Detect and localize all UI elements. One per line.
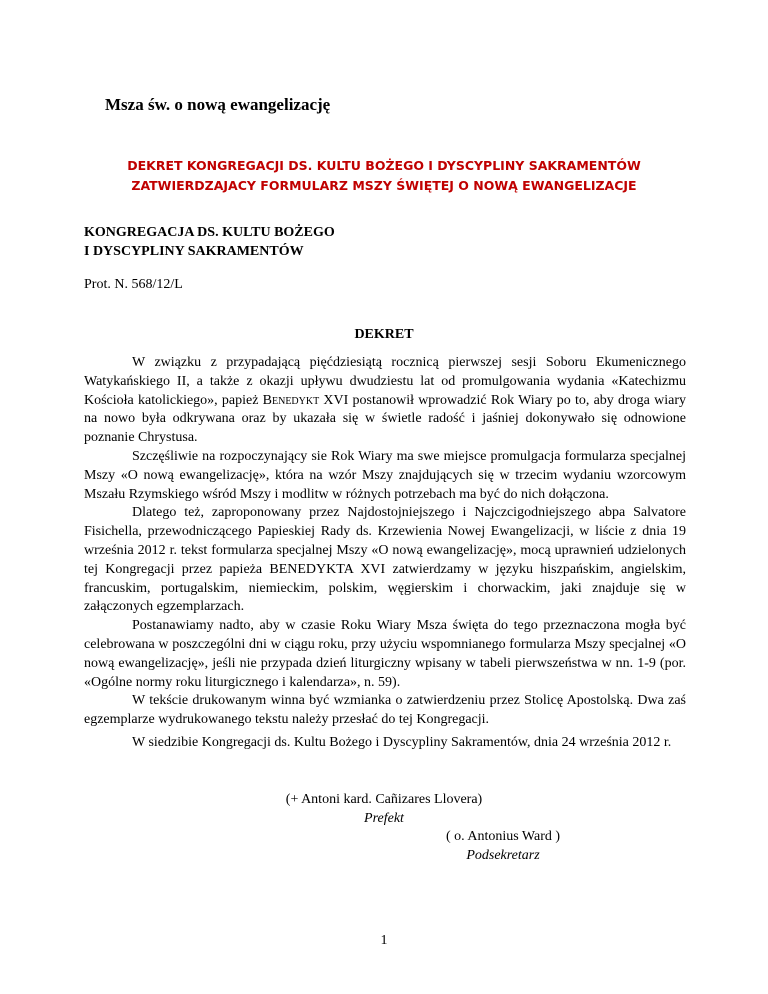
paragraph-4: Postanawiamy nadto, aby w czasie Roku Wiary Msza święta do tego przeznaczona mogła być celebrowana w poszczególni dni w ciągu roku, przy użyciu wspomnianego formularza Mszy specjalnej «O nową ewangelizację», jeśli nie przypada dzień liturgiczny wpisany w tabeli pierwszeństwa w nn. 1-9 (por. «Ogólne normy roku liturgicznego i kalendarza», n. 59). [84,618,686,690]
page-number: 1 [380,933,388,948]
signatory-role: Prefekt [364,811,404,826]
red-heading-line-1: DEKRET KONGREGACJI DS. KULTU BOŻEGO I DYSCYPLINY SAKRAMENTÓW [127,158,641,173]
signature-prefect [0,790,768,828]
organization-line-2: I DYSCYPLINY SAKRAMENTÓW [84,244,304,259]
signatory-name: ( o. Antonius Ward ) [445,829,561,844]
red-heading-line-2: ZATWIERDZAJACY FORMULARZ MSZY ŚWIĘTEJ O NOWĄ EWANGELIZACJE [131,178,637,193]
decree-title: DEKRET [354,327,414,342]
paragraph-1-text-b: XVI postanowił wprowadzić Rok Wiary po to, aby droga wiary na nowo była odkrywana oraz by ukazała się w świetle radość i jaśniej dokonywało się odnowione poznanie Chrystusa. [84,392,686,446]
signatory-role: Podsekretarz [466,848,540,863]
paragraph-1-text-a: W związku z przypadającą pięćdziesiątą rocznicą pierwszej sesji Soboru Ekumenicznego Watykańskiego II, a także z okazji upływu dwudziestu lat od promulgowania wydania «Katechizmu Kościoła katolickiego», papież [84,355,686,408]
pope-name: Benedykt [262,392,320,408]
paragraph-5: W tekście drukowanym winna być wzmianka o zatwierdzeniu przez Stolicę Apostolską. Dwa zaś egzemplarze wydrukowanego tekstu należy przesłać do tej Kongregacji. [84,693,686,728]
paragraph-3: Dlatego też, zaproponowany przez Najdostojniejszego i Najczcigodniejszego abpa Salvatore Fisichella, przewodniczącego Papieskiej Rady ds. Krzewienia Nowej Ewangelizacji, w liście z dnia 19 września 2012 r. tekst formularza specjalnej Mszy «O nową ewangelizację», mocą uprawnień udzielonych tej Kongregacji przez papieża BENEDYKTA XVI zatwierdzamy w języku hiszpańskim, angielskim, francuskim, portugalskim, niemieckim, polskim, węgierskim i chorwackim, jaki znajduje się w załączonych egzemplarzach. [84,505,686,615]
decree-body [84,354,686,730]
organization-name [84,223,335,261]
organization-line-1: KONGREGACJA DS. KULTU BOŻEGO [84,225,335,240]
paragraph-2: Szczęśliwie na rozpoczynający sie Rok Wiary ma swe miejsce promulgacja formularza specjalnej Mszy «O nową ewangelizację», która na wzór Mszy znajdujących się w trzecim wydaniu wzorcowym Mszału Rzymskiego wśród Mszy i modlitw w różnych potrzebach ma być do nich dołączona. [84,448,686,502]
signatory-name: (+ Antoni kard. Cañizares Llovera) [285,792,483,807]
paragraph-1 [84,354,686,448]
decree-red-heading [0,156,768,196]
page-title: Msza św. o nową ewangelizację [105,95,331,114]
closing-text: W siedzibie Kongregacji ds. Kultu Bożego i Dyscypliny Sakramentów, dnia 24 września 2012 r. [132,735,672,750]
protocol-number: Prot. N. 568/12/L [84,277,183,292]
closing-statement [84,734,686,753]
signature-undersecretary [388,827,618,865]
